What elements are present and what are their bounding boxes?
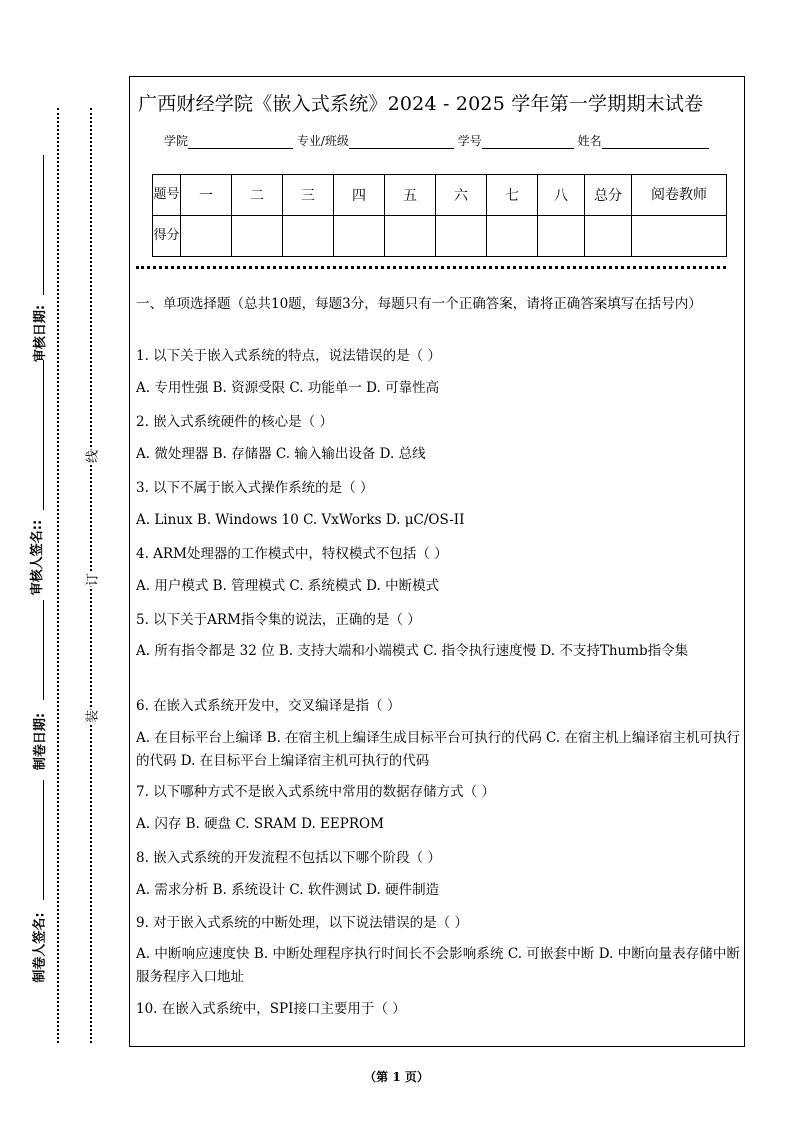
question-options: A. 在目标平台上编译 B. 在宿主机上编译生成目标平台可执行的代码 C. 在宿主机上编译宿主机可执行的代码 D. 在目标平台上编译宿主机可执行的代码 bbox=[136, 730, 740, 769]
dotted-separator bbox=[136, 266, 726, 269]
score-table bbox=[152, 174, 727, 257]
col-2: 二 bbox=[232, 175, 283, 216]
score-cell[interactable] bbox=[334, 216, 385, 257]
major-class-field[interactable] bbox=[349, 136, 454, 149]
question-text: 4. ARM处理器的工作模式中，特权模式不包括（ ） bbox=[136, 546, 448, 562]
row-label-tihao: 题号 bbox=[153, 175, 181, 216]
col-7: 七 bbox=[487, 175, 538, 216]
question-options: A. 中断响应速度快 B. 中断处理程序执行时间长不会影响系统 C. 可嵌套中断 D. 中断向量表存储中断服务程序入口地址 bbox=[136, 946, 740, 985]
left-dotted-rule bbox=[57, 108, 59, 1043]
question-text: 1. 以下关于嵌入式系统的特点，说法错误的是（ ） bbox=[136, 348, 441, 364]
page-number: （第 1 页） bbox=[364, 1070, 429, 1084]
question-text: 9. 对于嵌入式系统的中断处理，以下说法错误的是（ ） bbox=[136, 915, 468, 931]
question-text: 3. 以下不属于嵌入式操作系统的是（ ） bbox=[136, 480, 374, 496]
score-cell[interactable] bbox=[232, 216, 283, 257]
question-text: 8. 嵌入式系统的开发流程不包括以下哪个阶段（ ） bbox=[136, 850, 441, 866]
col-8: 八 bbox=[538, 175, 585, 216]
maker-date-line bbox=[43, 600, 44, 700]
col-total: 总分 bbox=[585, 175, 632, 216]
question-text: 2. 嵌入式系统硬件的核心是（ ） bbox=[136, 414, 333, 430]
question-options: A. 需求分析 B. 系统设计 C. 软件测试 D. 硬件制造 bbox=[136, 882, 440, 898]
reviewer-date-label: 审核日期: bbox=[33, 304, 49, 363]
reviewer-sign-label: 审核人签名:: bbox=[30, 519, 46, 596]
score-cell[interactable] bbox=[283, 216, 334, 257]
score-cell[interactable] bbox=[436, 216, 487, 257]
col-4: 四 bbox=[334, 175, 385, 216]
name-label: 姓名 bbox=[577, 134, 602, 148]
reviewer-sign-line bbox=[43, 360, 44, 510]
student-id-field[interactable] bbox=[482, 136, 574, 149]
row-label-defen: 得分 bbox=[153, 216, 181, 257]
col-6: 六 bbox=[436, 175, 487, 216]
question-text: 7. 以下哪种方式不是嵌入式系统中常用的数据存储方式（ ） bbox=[136, 784, 495, 800]
college-label: 学院 bbox=[164, 134, 189, 148]
score-cell[interactable] bbox=[181, 216, 232, 257]
question-text: 5. 以下关于ARM指令集的说法，正确的是（ ） bbox=[136, 612, 421, 628]
question-options: A. 微处理器 B. 存储器 C. 输入输出设备 D. 总线 bbox=[136, 446, 426, 462]
col-1: 一 bbox=[181, 175, 232, 216]
major-class-label: 专业/班级 bbox=[296, 134, 349, 148]
question-options: A. 所有指令都是 32 位 B. 支持大端和小端模式 C. 指令执行速度慢 D. 不支持Thumb指令集 bbox=[136, 643, 689, 659]
exam-frame bbox=[129, 76, 745, 1047]
question-options: A. 闪存 B. 硬盘 C. SRAM D. EEPROM bbox=[136, 816, 384, 832]
score-header-row bbox=[153, 175, 727, 216]
score-cell[interactable] bbox=[538, 216, 585, 257]
reviewer-date-line bbox=[43, 155, 44, 295]
maker-sign-line bbox=[43, 780, 44, 900]
student-id-label: 学号 bbox=[457, 134, 482, 148]
name-field[interactable] bbox=[602, 136, 709, 149]
col-grader: 阅卷教师 bbox=[632, 175, 727, 216]
cut-line-char-zhuang: 装 bbox=[82, 710, 101, 724]
student-info-row bbox=[164, 132, 709, 149]
question-options: A. 专用性强 B. 资源受限 C. 功能单一 D. 可靠性高 bbox=[136, 380, 440, 396]
col-5: 五 bbox=[385, 175, 436, 216]
score-value-row bbox=[153, 216, 727, 257]
college-field[interactable] bbox=[188, 136, 293, 149]
section-heading: 一、单项选择题（总共10题，每题3分，每题只有一个正确答案，请将正确答案填写在括号内） bbox=[136, 296, 702, 312]
question-text: 6. 在嵌入式系统开发中，交叉编译是指（ ） bbox=[136, 698, 401, 714]
col-3: 三 bbox=[283, 175, 334, 216]
question-text: 10. 在嵌入式系统中，SPI接口主要用于（ ） bbox=[136, 1001, 406, 1017]
question-options: A. 用户模式 B. 管理模式 C. 系统模式 D. 中断模式 bbox=[136, 578, 440, 594]
score-cell[interactable] bbox=[632, 216, 727, 257]
score-cell[interactable] bbox=[585, 216, 632, 257]
question-options: A. Linux B. Windows 10 C. VxWorks D. μC/OS-II bbox=[136, 512, 465, 528]
cut-line-char-xian: 线 bbox=[82, 450, 101, 464]
cut-line-char-ding: 订 bbox=[82, 573, 101, 587]
score-cell[interactable] bbox=[385, 216, 436, 257]
maker-sign-label: 制卷人签名: bbox=[32, 912, 48, 983]
maker-date-label: 制卷日期: bbox=[33, 712, 49, 771]
exam-title: 广西财经学院《嵌入式系统》2024 - 2025 学年第一学期期末试卷 bbox=[138, 93, 704, 115]
score-cell[interactable] bbox=[487, 216, 538, 257]
